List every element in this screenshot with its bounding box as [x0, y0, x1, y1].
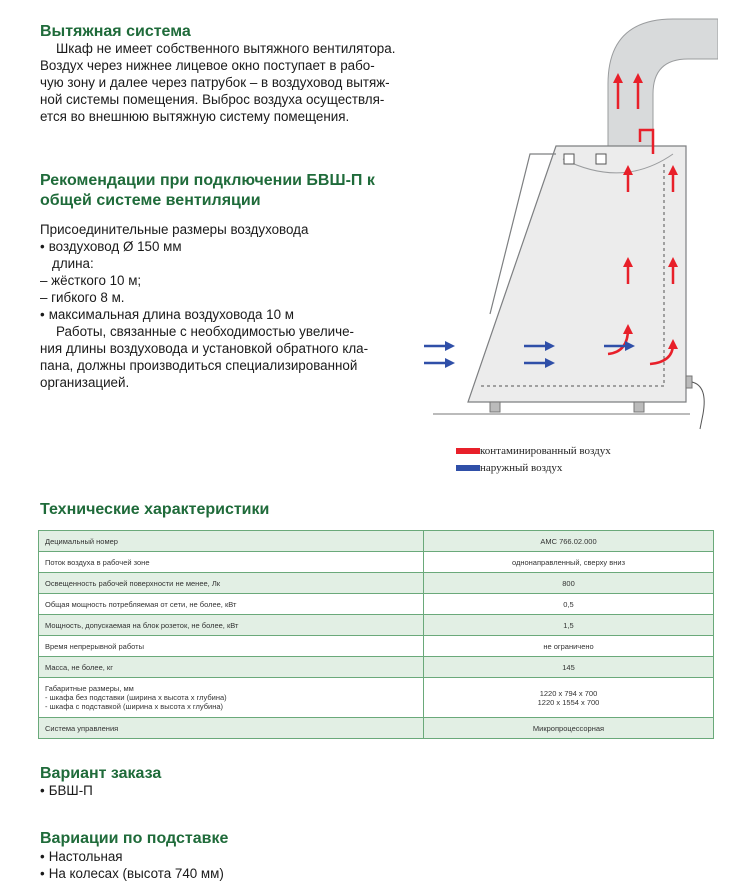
recommend-length: длина: [52, 256, 94, 271]
spec-name: Масса, не более, кг [39, 657, 424, 678]
recommend-work-line: организацией. [40, 375, 130, 390]
exhaust-line: Шкаф не имеет собственного вытяжного вентилятора. [56, 41, 396, 56]
support-foot [634, 402, 644, 412]
table-row [39, 718, 714, 739]
dims-name-line: - шкафа с подставкой (ширина х высота х глубина) [45, 702, 224, 711]
side-connector [686, 376, 692, 388]
table-row [39, 678, 714, 718]
dims-name-line: - шкафа без подставки (ширина х высота х глубина) [45, 693, 227, 702]
spec-value: не ограничено [424, 636, 714, 657]
support-foot [490, 402, 500, 412]
exhaust-duct [608, 19, 718, 149]
table-row [39, 531, 714, 552]
tech-table [38, 530, 714, 739]
spec-name: Система управления [39, 718, 424, 739]
table-row [39, 615, 714, 636]
spec-value: 145 [424, 657, 714, 678]
stand-list [40, 848, 224, 882]
order-title: Вариант заказа [40, 765, 162, 782]
legend-swatch-red [456, 448, 480, 454]
legend-contaminated-label: контаминированный воздух [480, 445, 611, 457]
recommend-bullet-maxlen: • максимальная длина воздуховода 10 м [40, 306, 408, 323]
table-row [39, 573, 714, 594]
exhaust-title: Вытяжная система [40, 23, 191, 40]
recommend-intro: Присоединительные размеры воздуховода [40, 222, 309, 237]
exhaust-line: ется во внешнюю вытяжную систему помещения. [40, 109, 350, 124]
exhaust-line: ной системы помещения. Выброс воздуха осуществля- [40, 92, 385, 107]
power-cable [692, 382, 704, 429]
spec-name: Время непрерывной работы [39, 636, 424, 657]
tech-title: Технические характеристики [40, 501, 270, 518]
spec-value: однонаправленный, сверху вниз [424, 552, 714, 573]
exhaust-line: Воздух через нижнее лицевое окно поступает в рабо- [40, 58, 375, 73]
exhaust-text [40, 40, 408, 125]
cabinet-airflow-diagram [418, 14, 718, 444]
stand-title: Вариации по подставке [40, 830, 229, 847]
stand-item: • На колесах (высота 740 мм) [40, 865, 224, 882]
recommend-title-line2: общей системе вентиляции [40, 192, 261, 209]
recommend-work-line: ния длины воздуховода и установкой обратного кла- [40, 341, 369, 356]
legend-outside-label: наружный воздух [480, 462, 563, 474]
spec-name: Децимальный номер [39, 531, 424, 552]
dims-value-line: 1220 х 1554 х 700 [537, 697, 600, 707]
recommend-title-line1: Рекомендации при подключении БВШ-П к [40, 172, 375, 189]
lamp-icon [564, 154, 574, 164]
dims-name-line: Габаритные размеры, мм [45, 684, 134, 693]
spec-value: АМС 766.02.000 [424, 531, 714, 552]
spec-value: 0,5 [424, 594, 714, 615]
recommend-text [40, 221, 408, 391]
legend-contaminated [456, 445, 611, 457]
lamp-icon [596, 154, 606, 164]
legend-swatch-blue [456, 465, 480, 471]
recommend-bullet-duct: • воздуховод Ø 150 мм [40, 238, 408, 255]
order-list [40, 782, 93, 799]
exhaust-line: чую зону и далее через патрубок – в воздуховод вытяж- [40, 75, 390, 90]
spec-name: Освещенность рабочей поверхности не менее, Лк [39, 573, 424, 594]
spec-name: Общая мощность потребляемая от сети, не более, кВт [39, 594, 424, 615]
order-item: • БВШ-П [40, 782, 93, 799]
stand-item: • Настольная [40, 848, 224, 865]
table-row [39, 657, 714, 678]
table-row [39, 636, 714, 657]
recommend-work-line: пана, должны производиться специализированной [40, 358, 358, 373]
spec-value-dimensions [424, 678, 714, 718]
recommend-flex: – гибкого 8 м. [40, 290, 125, 305]
table-row [39, 594, 714, 615]
spec-name: Мощность, допускаемая на блок розеток, не более, кВт [39, 615, 424, 636]
recommend-title [40, 171, 375, 211]
spec-value: 1,5 [424, 615, 714, 636]
dims-value-line: 1220 х 794 х 700 [539, 688, 598, 698]
spec-name: Поток воздуха в рабочей зоне [39, 552, 424, 573]
spec-value: 800 [424, 573, 714, 594]
recommend-rigid: – жёсткого 10 м; [40, 273, 142, 288]
recommend-work-line: Работы, связанные с необходимостью увеличе- [56, 324, 355, 339]
table-row [39, 552, 714, 573]
spec-value: Микропроцессорная [424, 718, 714, 739]
legend-outside [456, 462, 562, 474]
spec-name-dimensions [39, 678, 424, 718]
